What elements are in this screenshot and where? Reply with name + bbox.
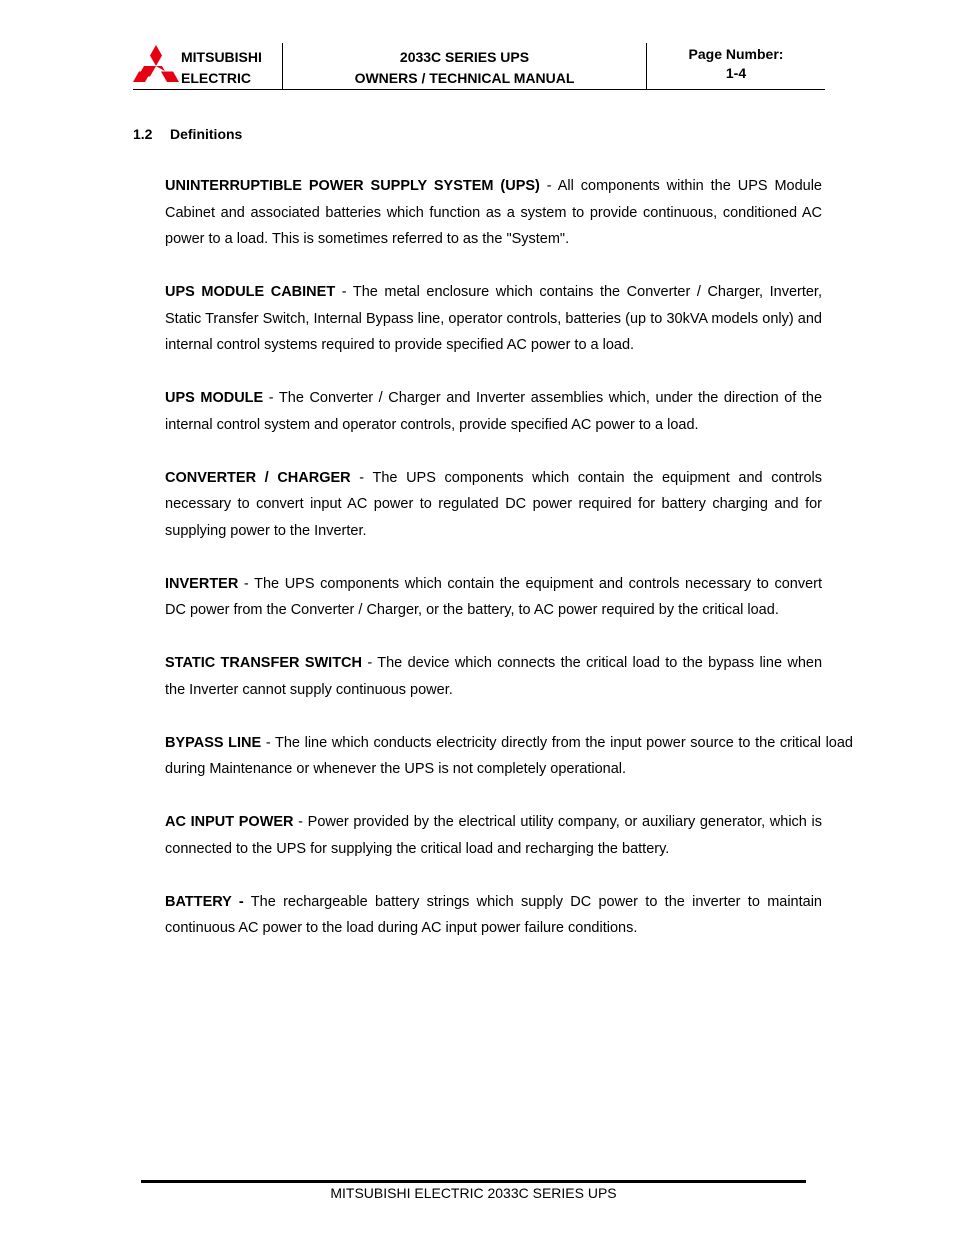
definition-static-transfer-switch — [165, 650, 822, 703]
brand-line-2: ELECTRIC — [181, 70, 251, 86]
definition-term: STATIC TRANSFER SWITCH — [165, 655, 363, 671]
brand-line-1: MITSUBISHI — [181, 49, 262, 65]
definition-term: CONVERTER / CHARGER — [165, 469, 351, 486]
footer-text: MITSUBISHI ELECTRIC 2033C SERIES UPS — [330, 1185, 617, 1201]
page-number-value: 1-4 — [725, 65, 747, 81]
header-rule — [133, 89, 825, 90]
document-title-line-1: 2033C SERIES UPS — [399, 49, 530, 65]
footer-rule — [141, 1180, 806, 1183]
definition-text: - The Converter / Charger and Inverter assemblies which, under the direction of the internal control system and operator controls, provide specified AC power to a load. — [165, 390, 823, 433]
definition-term: UPS MODULE CABINET — [165, 284, 336, 300]
definition-term: UNINTERRUPTIBLE POWER SUPPLY SYSTEM (UPS) — [165, 178, 540, 194]
mitsubishi-logo-icon — [133, 45, 179, 82]
brand-name — [181, 47, 262, 89]
section-number: 1.2 — [133, 126, 153, 142]
definition-battery — [165, 889, 822, 942]
page-number-block — [647, 45, 825, 83]
definition-ac-input-power — [165, 809, 822, 862]
definition-text: - The line which conducts electricity directly from the input power source to the critical load during Maintenance or whenever the UPS is not completely operational. — [165, 734, 853, 777]
definition-term: AC INPUT POWER — [165, 814, 294, 830]
definition-term: INVERTER — [165, 575, 239, 592]
section-title: Definitions — [170, 126, 243, 142]
page-number-label: Page Number: — [688, 46, 784, 62]
definition-term: BATTERY - — [165, 893, 244, 910]
definition-text: - Power provided by the electrical utility company, or auxiliary generator, which is connected to the UPS for supplying the critical load and recharging the battery. — [165, 814, 822, 857]
definitions-list — [165, 173, 853, 968]
definition-ups-system — [165, 173, 822, 253]
definition-converter-charger — [165, 465, 822, 545]
definition-text: - The UPS components which contain the equipment and controls necessary to convert DC power from the Converter / Charger, or the battery, to AC power required by the critical load. — [165, 575, 822, 618]
definition-text: - The metal enclosure which contains the Converter / Charger, Inverter, Static Transfer Switch, Internal Bypass line, operator controls, batteries (up to 30kVA models only) and internal control systems required to provide specified AC power to a load. — [165, 284, 822, 353]
definition-inverter — [165, 571, 822, 624]
definition-text: The rechargeable battery strings which supply DC power to the inverter to maintain continuous AC power to the load during AC input power failure conditions. — [165, 893, 822, 936]
definition-ups-module-cabinet — [165, 279, 822, 359]
definition-term: BYPASS LINE — [165, 734, 262, 751]
definition-text: - The UPS components which contain the equipment and controls necessary to convert input AC power to regulated DC power required for battery charging and for supplying power to the Inverter. — [165, 469, 822, 539]
section-heading — [133, 125, 242, 143]
definition-text: - The device which connects the critical load to the bypass line when the Inverter cannot supply continuous power. — [165, 655, 823, 698]
definition-bypass-line — [165, 730, 853, 783]
definition-term: UPS MODULE — [165, 390, 264, 406]
document-title — [283, 47, 646, 89]
definition-ups-module — [165, 385, 822, 438]
document-title-line-2: OWNERS / TECHNICAL MANUAL — [354, 70, 575, 86]
definition-text: - All components within the UPS Module Cabinet and associated batteries which function as a system to provide continuous, conditioned AC power to a load. This is sometimes referred to as the "System". — [165, 178, 822, 247]
